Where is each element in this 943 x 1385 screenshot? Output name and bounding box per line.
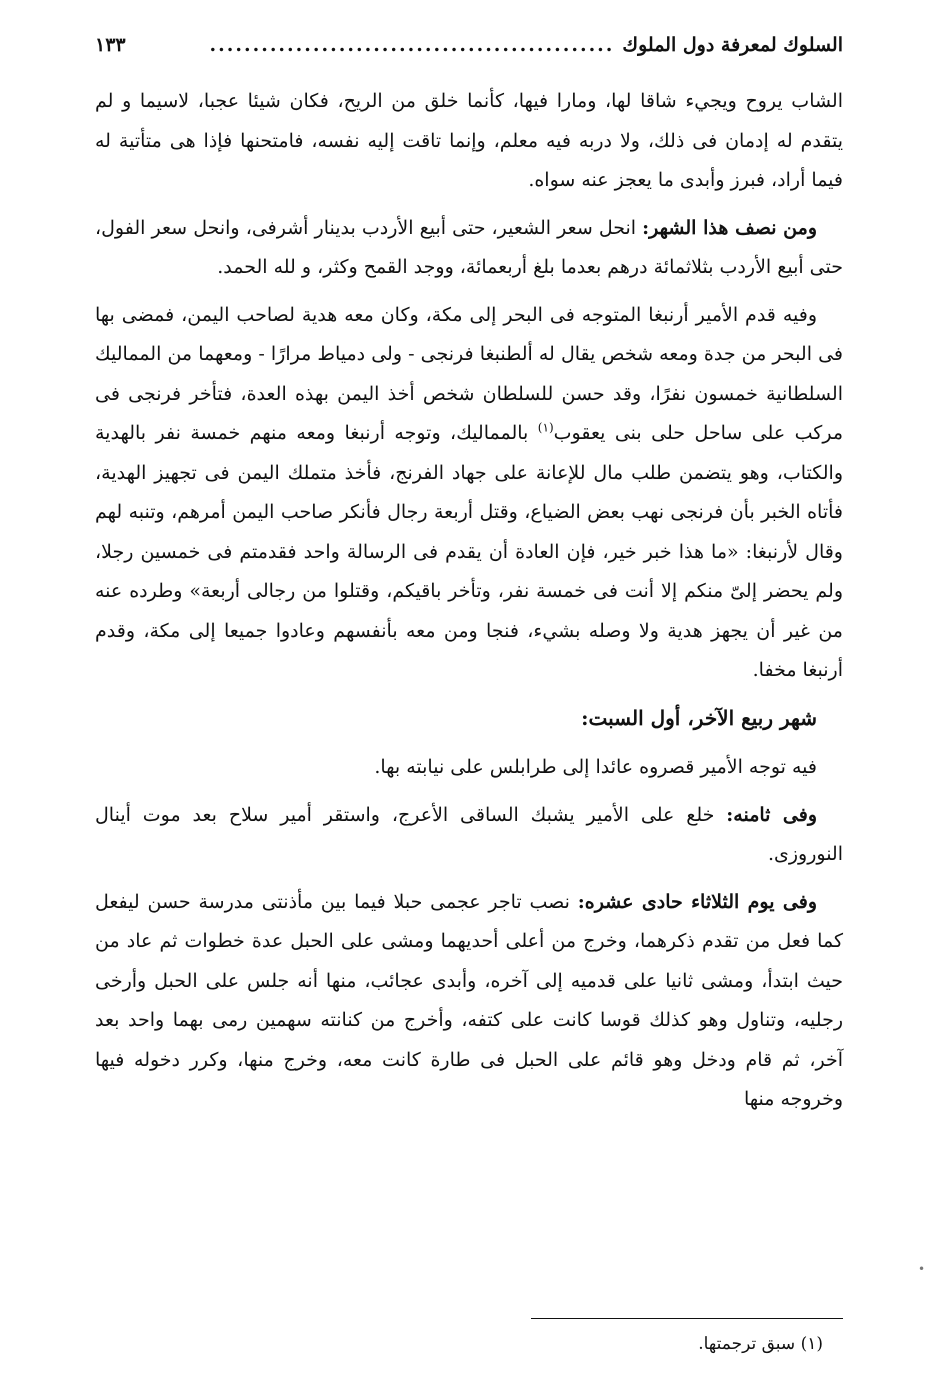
paragraph-lead: وفى يوم الثلاثاء حادى عشره:: [577, 890, 817, 913]
paragraph-text: خلع على الأمير يشبك الساقى الأعرج، واستقر أمير سلاح بعد موت أينال النوروزى.: [95, 803, 843, 865]
paragraph-5: [95, 796, 843, 875]
paragraph-4: [95, 748, 843, 788]
main-text: [95, 82, 843, 1120]
paragraph-text-part-b: بالمماليك، وتوجه أرنبغا ومعه منهم خمسة نفر بالهدية والكتاب، وهو يتضمن طلب مال للإعانة على جهاد الفرنج، فأخذ متملك اليمن فى تجهيز الهدية، فأتاه الخبر بأن فرنجى نهب بعض الضياع، وقتل أربعة رجال فأنكر صاحب اليمن أمرهم، وتنبه لهم وقال لأرنبغا: «ما هذا خبر خير، فإن العادة أن يقدم فى الرسالة واحد فقدمتم فى خمسين رجلا، ولم يحضر إلىّ منكم إلا أنت فى خمسة نفر، وتأخر باقيكم، وقتلوا من رجالى أربعة» وطرده عنه من غير أن يجهز هدية ولا وصله بشيء، فنجا ومن معه بأنفسهم وعادوا جميعا إلى مكة، وقدم أرنبغا مخفا.: [95, 422, 843, 681]
book-page: [95, 34, 843, 1364]
paragraph-text: الشاب يروح ويجيء شاقا لها، ومارا فيها، كأنما خلق من الريح، فكان شيئا عجبا، لاسيما و لم يتقدم له إدمان فى ذلك، ولا دربه فيه معلم، وإنما تاقت إليه نفسه، فامتحنها فإذا هى متأتية له فيما أراد، فبرز وأبدى ما يعجز عنه سواه.: [95, 90, 843, 191]
paragraph-1: [95, 82, 843, 201]
month-heading: شهر ربيع الآخر، أول السبت:: [581, 705, 817, 730]
margin-mark: •: [918, 1262, 926, 1276]
page-number: ١٣٣: [95, 34, 126, 56]
paragraph-6: [95, 883, 843, 1120]
paragraph-3: [95, 296, 843, 691]
footnote-reference: (١): [537, 420, 554, 435]
paragraph-text: نصب تاجر عجمى حبلا فيما بين مأذنتى مدرسة حسن ليفعل كما فعل من تقدم ذكرهما، وخرج من أعلى أحديهما ومشى على الحبل عدة خطوات ثم عاد من حيث ابتدأ، ومشى ثانيا على قدميه إلى آخره، وأبدى عجائب، منها أنه جلس على الحبل وأرخى رجليه، وتناول وهو كذلك قوسا كانت على كتفه، وأخرج من كنانته سهمين رمى بهما واحد بعد آخر، ثم قام ودخل وهو قائم على الحبل فى طارة كانت معه، وخرج منها، وكرر دخوله فيها وخروجه منها: [95, 890, 843, 1110]
paragraph-lead: وفى ثامنه:: [726, 803, 817, 826]
paragraph-lead: ومن نصف هذا الشهر:: [642, 216, 817, 239]
paragraph-2: [95, 209, 843, 288]
paragraph-text-part-a: وفيه قدم الأمير أرنبغا المتوجه فى البحر إلى مكة، وكان معه هدية لصاحب اليمن، فمضى بها فى البحر من جدة ومعه شخص يقال له ألطنبغا فرنجى - ولى دمياط مرارًا - ومعهما من المماليك السلطانية خمسون نفرًا، وقد حسن للسلطان شخص أخذ اليمن بهذه العدة، فتأخر فرنجى فى مركب على ساحل حلى بنى يعقوب: [95, 303, 843, 444]
paragraph-text: فيه توجه الأمير قصروه عائدا إلى طرابلس على نيابته بها.: [374, 756, 817, 778]
header-dot-leader: ...............................................: [209, 34, 615, 56]
book-title: السلوك لمعرفة دول الملوك: [622, 34, 843, 56]
running-header: [95, 34, 843, 82]
paragraph-text: انحل سعر الشعير، حتى أبيع الأردب بدينار أشرفى، وانحل سعر الفول، حتى أبيع الأردب بثلاثمائة درهم بعدما بلغ أربعمائة، ووجد القمح وكثر، و لله الحمد.: [95, 216, 843, 278]
footnote: (١) سبق ترجمتها.: [698, 1334, 823, 1354]
footnote-divider: [531, 1318, 843, 1319]
